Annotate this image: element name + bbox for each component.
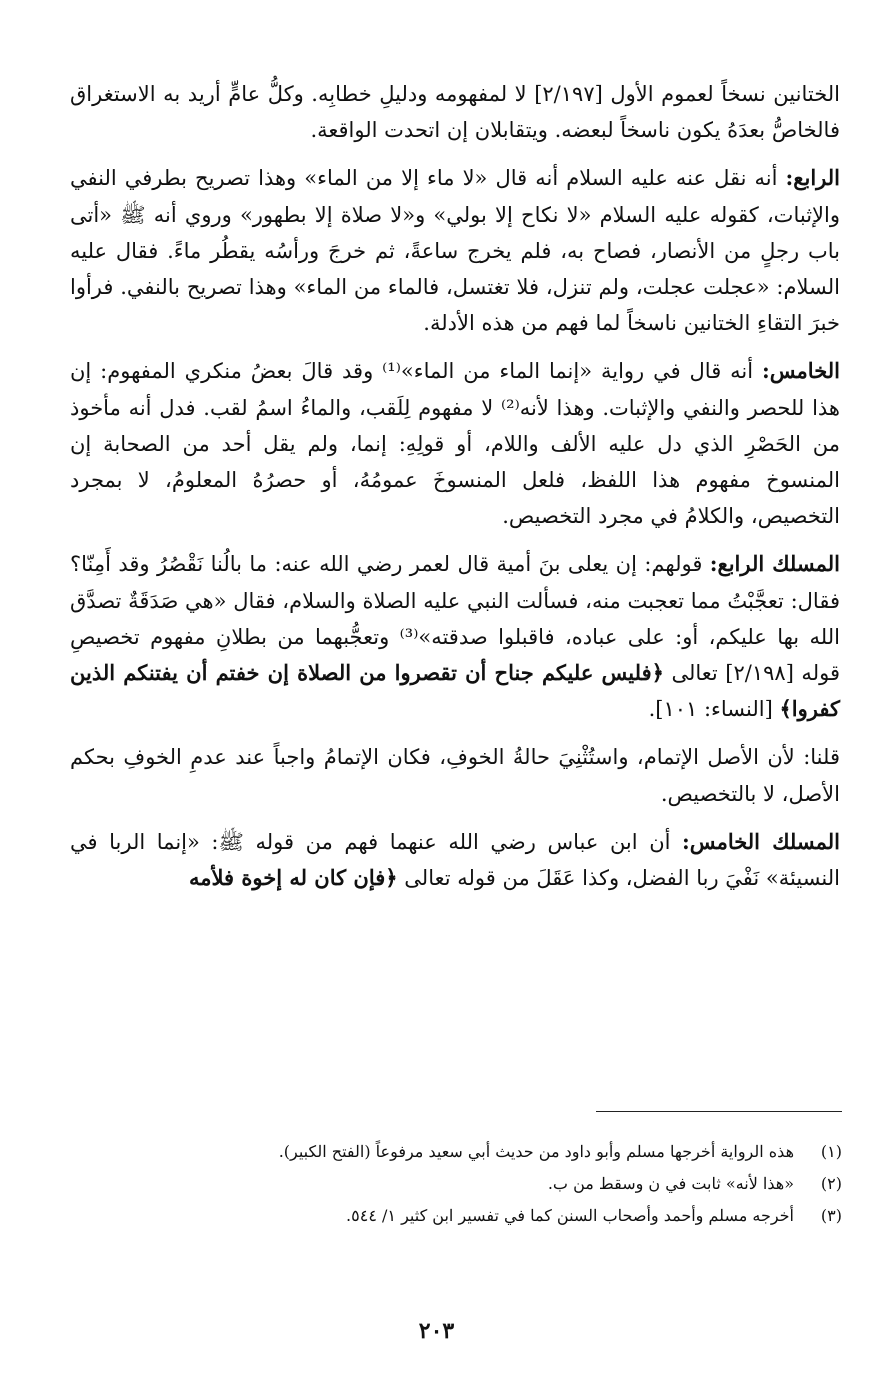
footnote-2 bbox=[190, 1168, 842, 1200]
paragraph-6 bbox=[70, 824, 840, 896]
footnote-2-number: (٢) bbox=[820, 1174, 842, 1193]
quran-quote-nisa: ﴿فليس عليكم جناح أن تقصروا من الصلاة إن خفتم أن يفتنكم الذين كفروا﴾ bbox=[70, 660, 840, 722]
paragraph-4 bbox=[70, 546, 840, 727]
quran-reference: [النساء: ١٠١]. bbox=[648, 697, 773, 722]
footnote-3 bbox=[190, 1200, 842, 1232]
paragraph-3-label: الخامس: bbox=[762, 358, 840, 384]
paragraph-2 bbox=[70, 160, 840, 341]
footnote-3-text: أخرجه مسلم وأحمد وأصحاب السنن كما في تفسير ابن كثير ١/ ٥٤٤. bbox=[346, 1206, 794, 1225]
footnotes bbox=[190, 1136, 842, 1232]
footnote-2-text: «هذا لأنه» ثابت في ن وسقط من ب. bbox=[547, 1174, 794, 1193]
footnote-3-number: (٣) bbox=[820, 1206, 842, 1225]
footnote-1 bbox=[190, 1136, 842, 1168]
page-body bbox=[70, 76, 840, 908]
paragraph-2-text: أنه نقل عنه عليه السلام أنه قال «لا ماء إلا من الماء» وهذا تصريح بطرفي النفي والإثبات، كقوله عليه السلام «لا نكاح إلا بولي» و«لا صلاة إلا بطهور» وروي أنه ﷺ «أتى باب رجلٍ من الأنصار، فصاح به، فلم يخرج ساعةً، ثم خرجَ ورأسُه يقطُر ماءً. فقال عليه السلام: «عجلت عجلت، ولم تنزل، فلا تغتسل، فالماء من الماء» وهذا تصريح بالنفي. فرأوا خبرَ التقاءِ الختانين ناسخاً لما فهم من هذه الأدلة. bbox=[70, 166, 840, 336]
footnote-1-number: (١) bbox=[820, 1142, 842, 1161]
paragraph-3 bbox=[70, 353, 840, 534]
paragraph-2-label: الرابع: bbox=[785, 165, 840, 191]
paragraph-4-text: قولهم: إن يعلى بنَ أمية قال لعمر رضي الله عنه: ما بالُنا نَقْصُرُ وقد أَمِنّا؟ فقال: تعجَّبْتُ مما تعجبت منه، فسألت النبي عليه الصلاة والسلام، فقال «هي صَدَقَةٌ تصدَّق الله بها عليكم، أو: على عباده، فاقبلوا صدقته»⁽³⁾ وتعجُّبهما من بطلانِ مفهوم تخصيصِ قوله [٢/١٩٨] تعالى bbox=[70, 552, 840, 686]
footnote-divider bbox=[596, 1111, 842, 1112]
page-number: ٢٠٣ bbox=[418, 1318, 455, 1344]
paragraph-6-text: أن ابن عباس رضي الله عنهما فهم من قوله ﷺ: «إنما الربا في النسيئة» نَفْيَ ربا الفضل، وكذا عَقَلَ من قوله تعالى bbox=[70, 829, 840, 891]
paragraph-1: الختانين نسخاً لعموم الأول [٢/١٩٧] لا لمفهومه ودليلِ خطابِه. وكلُّ عامٍّ أريد به الاستغراق فالخاصُّ بعدَهُ يكون ناسخاً لبعضه. ويتقابلان إن اتحدت الواقعة. bbox=[70, 82, 840, 143]
paragraph-3-text: أنه قال في رواية «إنما الماء من الماء»⁽¹⁾ وقد قالَ بعضُ منكري المفهوم: إن هذا للحصر والنفي والإثبات. وهذا لأنه⁽²⁾ لا مفهوم لِلَقب، والماءُ اسمُ لقب. فدل أنه مأخوذ من الحَصْرِ الذي دل عليه الألف واللام، أو قولِهِ: إنما، ولم يقل أحد من الصحابة إن المنسوخ مفهوم هذا اللفظ، فلعل المنسوخَ عمومُهُ، أو حصرُهُ المعلومُ، لا بمجرد التخصيص، والكلامُ في مجرد التخصيص. bbox=[70, 359, 841, 529]
paragraph-5: قلنا: لأن الأصل الإتمام، واستُثْنِيَ حالةُ الخوفِ، فكان الإتمامُ واجباً عند عدمِ الخوفِ بحكم الأصل، لا بالتخصيص. bbox=[70, 745, 840, 806]
quran-quote-continued: ﴿فإن كان له إخوة فلأمه bbox=[188, 865, 398, 891]
paragraph-4-label: المسلك الرابع: bbox=[709, 551, 840, 577]
paragraph-6-label: المسلك الخامس: bbox=[682, 828, 840, 854]
footnote-1-text: هذه الرواية أخرجها مسلم وأبو داود من حديث أبي سعيد مرفوعاً (الفتح الكبير). bbox=[278, 1142, 794, 1161]
